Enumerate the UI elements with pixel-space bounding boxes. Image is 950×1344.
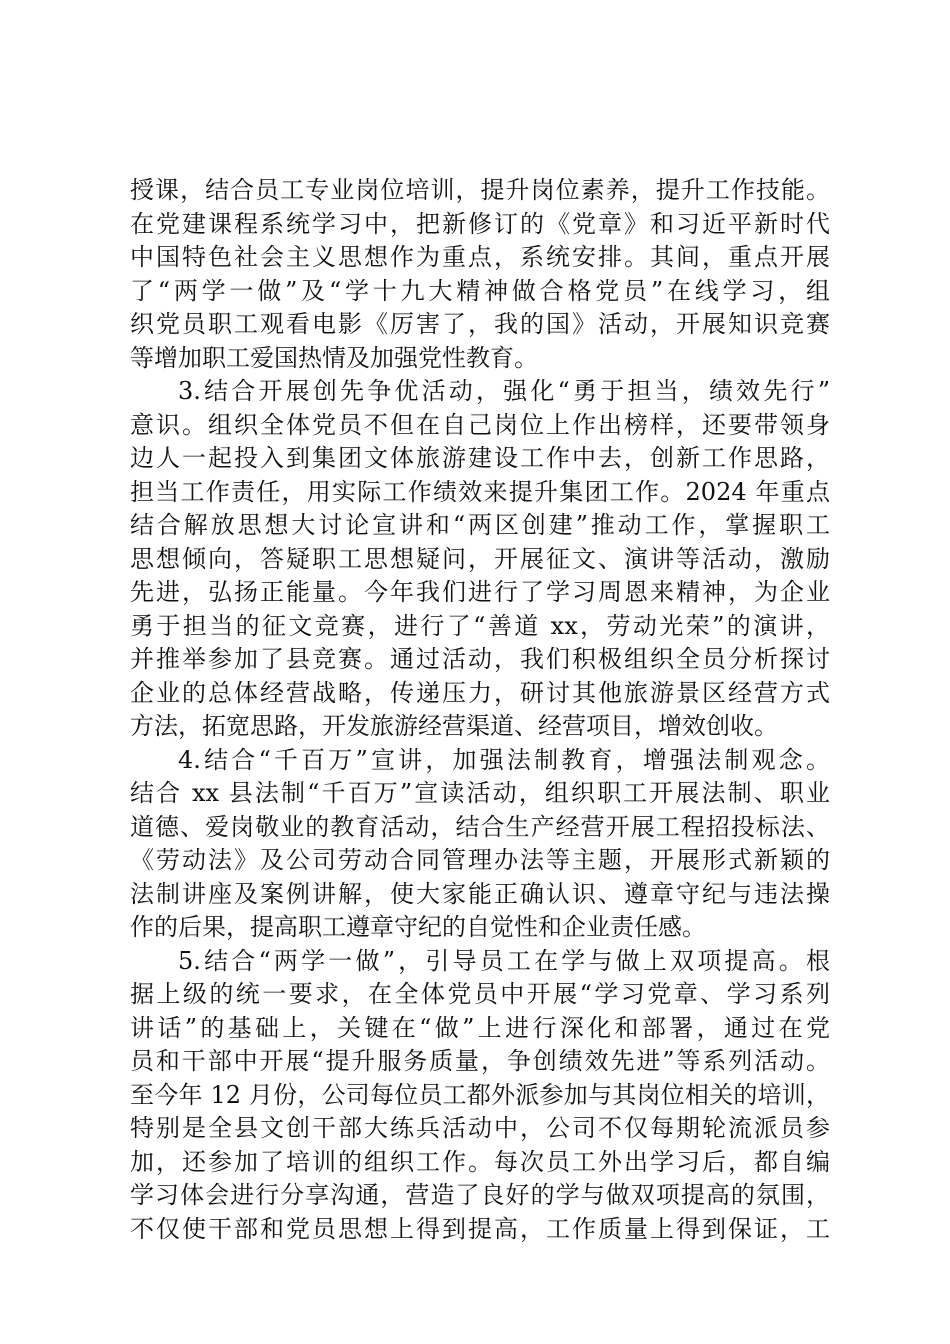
text-line: 等增加职工爱国热情及加强党性教育。 — [130, 343, 538, 372]
text-line: 3.结合开展创先争优活动，强化“勇于担当，绩效先行” — [178, 377, 830, 405]
text-line: 至今年 12 月份，公司每位员工都外派参加与其岗位相关的培训， — [130, 1080, 830, 1109]
text-line: 员和干部中开展“提升服务质量，争创绩效先进”等系列活动。 — [130, 1047, 830, 1075]
text-line: 结合解放思想大讨论宣讲和“两区创建”推动工作，掌握职工 — [130, 511, 830, 539]
text-line: 4.结合“千百万”宣讲，加强法制教育，增强法制观念。 — [178, 745, 830, 774]
text-line: 5.结合“两学一做”，引导员工在学与做上双项提高。根 — [178, 946, 830, 975]
text-line: 了“两学一做”及“学十九大精神做合格党员”在线学习，组 — [130, 276, 830, 305]
text-line: 法制讲座及案例讲解，使大家能正确认识、遵章守纪与违法操 — [130, 879, 830, 908]
text-line: 不仅使干部和党员思想上得到提高，工作质量上得到保证，工 — [130, 1214, 830, 1243]
text-line: 中国特色社会主义思想作为重点，系统安排。其间，重点开展 — [130, 243, 830, 271]
text-line: 边人一起投入到集团文体旅游建设工作中去，创新工作思路， — [130, 444, 830, 472]
text-line: 担当工作责任，用实际工作绩效来提升集团工作。2024 年重点 — [130, 477, 830, 506]
text-line: 道德、爱岗敬业的教育活动，结合生产经营开展工程招投标法、 — [130, 812, 830, 841]
text-line: 勇于担当的征文竞赛，进行了“善道 xx，劳动光荣”的演讲， — [130, 611, 830, 640]
text-line: 先进，弘扬正能量。今年我们进行了学习周恩来精神，为企业 — [130, 578, 830, 606]
text-line: 特别是全县文创干部大练兵活动中，公司不仅每期轮流派员参 — [130, 1114, 830, 1142]
text-line: 讲话”的基础上，关键在“做”上进行深化和部署，通过在党 — [130, 1013, 830, 1042]
text-line: 企业的总体经营战略，传递压力，研讨其他旅游景区经营方式 — [130, 678, 830, 707]
text-line: 织党员职工观看电影《厉害了，我的国》活动，开展知识竞赛 — [130, 310, 830, 338]
text-line: 作的后果，提高职工遵章守纪的自觉性和企业责任感。 — [130, 913, 706, 941]
text-line: 在党建课程系统学习中，把新修订的《党章》和习近平新时代 — [130, 209, 830, 238]
text-line: 授课，结合员工专业岗位培训，提升岗位素养，提升工作技能。 — [130, 176, 830, 204]
text-line: 学习体会进行分享沟通，营造了良好的学与做双项提高的氛围， — [130, 1181, 830, 1209]
text-line: 意识。组织全体党员不但在自己岗位上作出榜样，还要带领身 — [130, 410, 830, 439]
text-line: 方法，拓宽思路，开发旅游经营渠道、经营项目，增效创收。 — [130, 712, 778, 740]
text-line: 并推举参加了县竞赛。通过活动，我们积极组织全员分析探讨 — [130, 645, 830, 673]
document-body-text — [130, 174, 830, 1246]
text-line: 结合 xx 县法制“千百万”宣读活动，组织职工开展法制、职业 — [130, 779, 830, 807]
text-line: 《劳动法》及公司劳动合同管理办法等主题，开展形式新颖的 — [130, 846, 830, 874]
text-line: 加，还参加了培训的组织工作。每次员工外出学习后，都自编 — [130, 1147, 830, 1176]
text-line: 据上级的统一要求，在全体党员中开展“学习党章、学习系列 — [130, 980, 830, 1008]
text-line: 思想倾向，答疑职工思想疑问，开展征文、演讲等活动，激励 — [130, 544, 830, 573]
